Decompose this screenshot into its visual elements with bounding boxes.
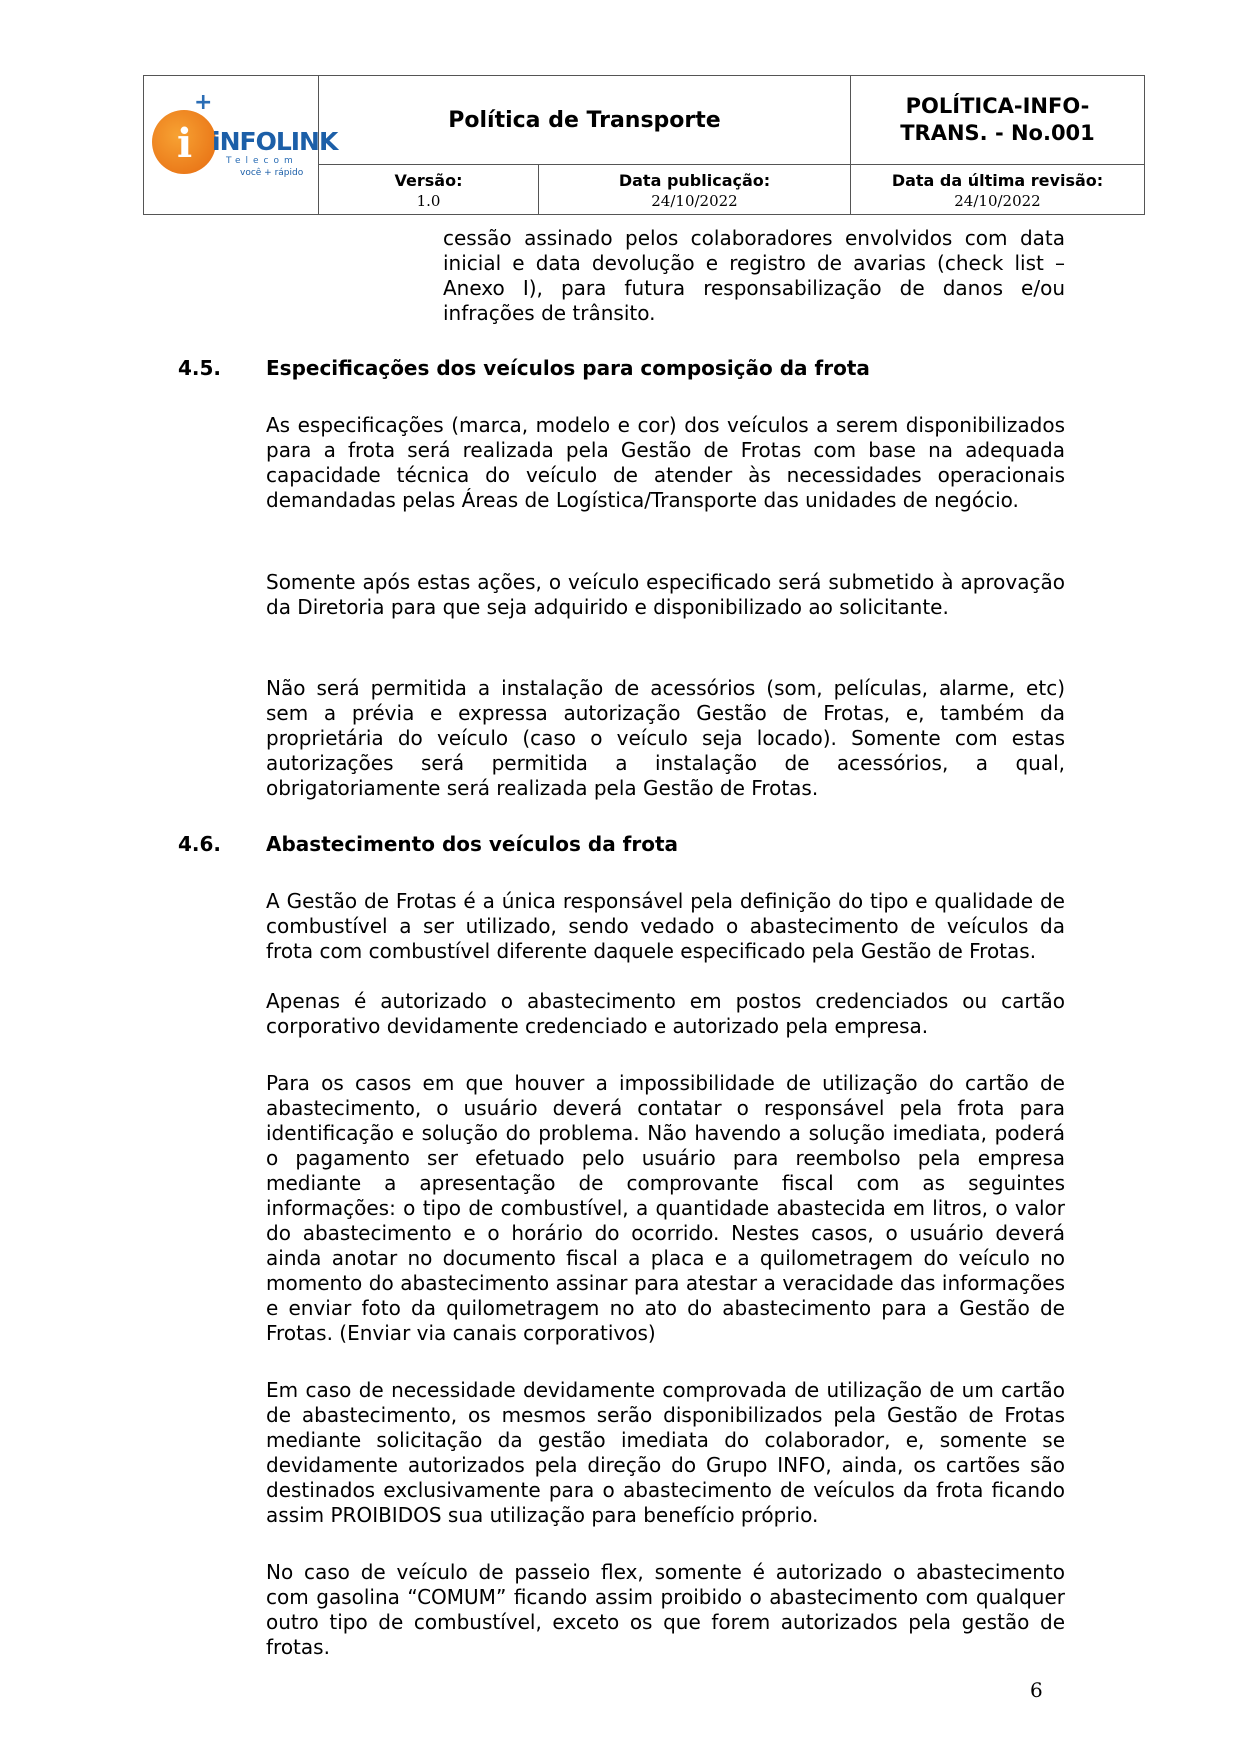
document-header xyxy=(143,75,1145,215)
section-4-5-paragraph-3: Não será permitida a instalação de acessórios (som, películas, alarme, etc) sem a prévia e expressa autorização Gestão de Frotas, e, também da proprietária do veículo (caso o veículo seja locado). Somente com estas autorizações será permitida a instalação de acessórios, a qual, obrigatoriamente será realizada pela Gestão de Frotas. xyxy=(266,676,1065,800)
document-code xyxy=(851,76,1144,165)
publication-date-label: Data publicação: xyxy=(618,171,771,190)
section-4-6-number: 4.6. xyxy=(178,832,222,856)
logo-i-glyph-icon: i xyxy=(177,120,193,167)
version-cell xyxy=(319,165,539,214)
section-4-6-paragraph-4: Em caso de necessidade devidamente comprovada de utilização de um cartão de abastecimento, os mesmos serão disponibilizados pela Gestão de Frotas mediante solicitação da gestão imediata do colaborador, e, somente se devidamente autorizados pela direção do Grupo INFO, ainda, os cartões são destinados exclusivamente para o abastecimento de veículos da frota ficando assim PROIBIDOS sua utilização para benefício próprio. xyxy=(266,1378,1065,1527)
section-4-6-paragraph-2: Apenas é autorizado o abastecimento em postos credenciados ou cartão corporativo devidamente credenciado e autorizado pela empresa. xyxy=(266,989,1065,1038)
section-4-6-paragraph-3: Para os casos em que houver a impossibilidade de utilização do cartão de abastecimento, o usuário deverá contatar o responsável pela frota para identificação e solução do problema. Não havendo a solução imediata, poderá o pagamento ser efetuado pelo usuário para reembolso pela empresa mediante a apresentação de comprovante fiscal com as seguintes informações: o tipo de combustível, a quantidade abastecida em litros, o valor do abastecimento e o horário do ocorrido. Nestes casos, o usuário deverá ainda anotar no documento fiscal a placa e a quilometragem do veículo no momento do abastecimento assinar para atestar a veracidade das informações e enviar foto da quilometragem no ato do abastecimento para a Gestão de Frotas. (Enviar via canais corporativos) xyxy=(266,1071,1065,1345)
document-code-line1: POLÍTICA-INFO- xyxy=(905,94,1090,118)
version-label: Versão: xyxy=(394,171,463,190)
section-4-5-title: Especificações dos veículos para composição da frota xyxy=(266,356,870,380)
publication-date-cell xyxy=(539,165,851,214)
section-4-6-paragraph-5: No caso de veículo de passeio flex, somente é autorizado o abastecimento com gasolina “COMUM” ficando assim proibido o abastecimento com qualquer outro tipo de combustível, exceto os que forem autorizados pela gestão de frotas. xyxy=(266,1560,1065,1659)
version-value: 1.0 xyxy=(416,192,441,210)
revision-date-label: Data da última revisão: xyxy=(891,171,1104,190)
revision-date-value: 24/10/2022 xyxy=(954,192,1041,210)
document-title: Política de Transporte xyxy=(319,76,851,165)
logo-tagline: você + rápido xyxy=(240,168,304,178)
section-4-5-paragraph-2: Somente após estas ações, o veículo especificado será submetido à aprovação da Diretoria para que seja adquirido e disponibilizado ao solicitante. xyxy=(266,570,1065,619)
page-number: 6 xyxy=(1030,1678,1043,1702)
section-4-6-title: Abastecimento dos veículos da frota xyxy=(266,832,679,856)
logo-plus-icon: + xyxy=(194,90,213,115)
logo-subtitle: Telecom xyxy=(226,156,298,166)
intro-paragraph: cessão assinado pelos colaboradores envolvidos com data inicial e data devolução e registro de avarias (check list – Anexo I), para futura responsabilização de danos e/ou infrações de trânsito. xyxy=(443,226,1065,325)
company-logo xyxy=(144,76,338,214)
section-4-6-paragraph-1: A Gestão de Frotas é a única responsável pela definição do tipo e qualidade de combustível a ser utilizado, sendo vedado o abastecimento de veículos da frota com combustível diferente daquele especificado pela Gestão de Frotas. xyxy=(266,889,1065,963)
revision-date-cell xyxy=(851,165,1144,214)
publication-date-value: 24/10/2022 xyxy=(651,192,738,210)
document-code-line2: TRANS. - No.001 xyxy=(900,121,1095,145)
section-4-5-number: 4.5. xyxy=(178,356,222,380)
section-4-5-paragraph-1: As especificações (marca, modelo e cor) dos veículos a serem disponibilizados para a frota será realizada pela Gestão de Frotas com base na adequada capacidade técnica do veículo de atender às necessidades operacionais demandadas pelas Áreas de Logística/Transporte das unidades de negócio. xyxy=(266,413,1065,512)
logo-wordmark: iNFOLINK xyxy=(212,127,338,156)
